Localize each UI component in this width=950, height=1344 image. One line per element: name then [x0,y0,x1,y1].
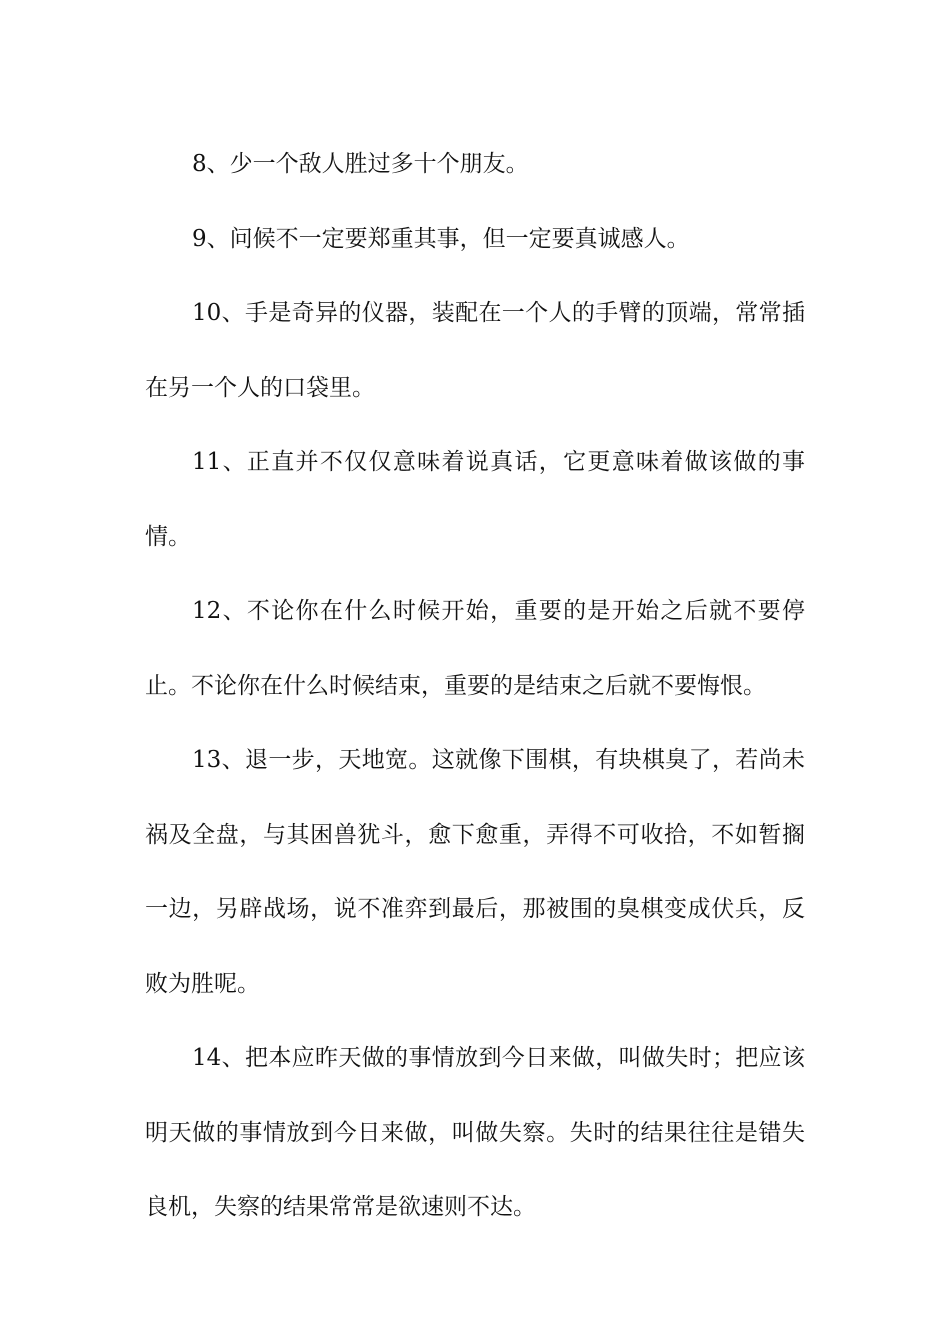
paragraph-item-10: 10、手是奇异的仪器，装配在一个人的手臂的顶端，常常插在另一个人的口袋里。 [145,300,805,401]
paragraph-item-9: 9、问候不一定要郑重其事，但一定要真诚感人。 [192,225,690,252]
document-body [145,127,805,1245]
paragraph-item-12: 12、不论你在什么时候开始，重要的是开始之后就不要停止。不论你在什么时候结束，重要的是结束之后就不要悔恨。 [145,598,805,699]
paragraph-item-11: 11、正直并不仅仅意味着说真话，它更意味着做该做的事情。 [145,449,805,550]
paragraph-item-14: 14、把本应昨天做的事情放到今日来做，叫做失时；把应该明天做的事情放到今日来做，叫做失察。失时的结果往往是错失良机，失察的结果常常是欲速则不达。 [145,1045,805,1220]
paragraph-item-8: 8、少一个敌人胜过多十个朋友。 [192,151,529,177]
paragraph-item-13: 13、退一步，天地宽。这就像下围棋，有块棋臭了，若尚未祸及全盘，与其困兽犹斗，愈下愈重，弄得不可收拾，不如暂搁一边，另辟战场，说不准弈到最后，那被围的臭棋变成伏兵，反败为胜呢。 [145,747,805,997]
